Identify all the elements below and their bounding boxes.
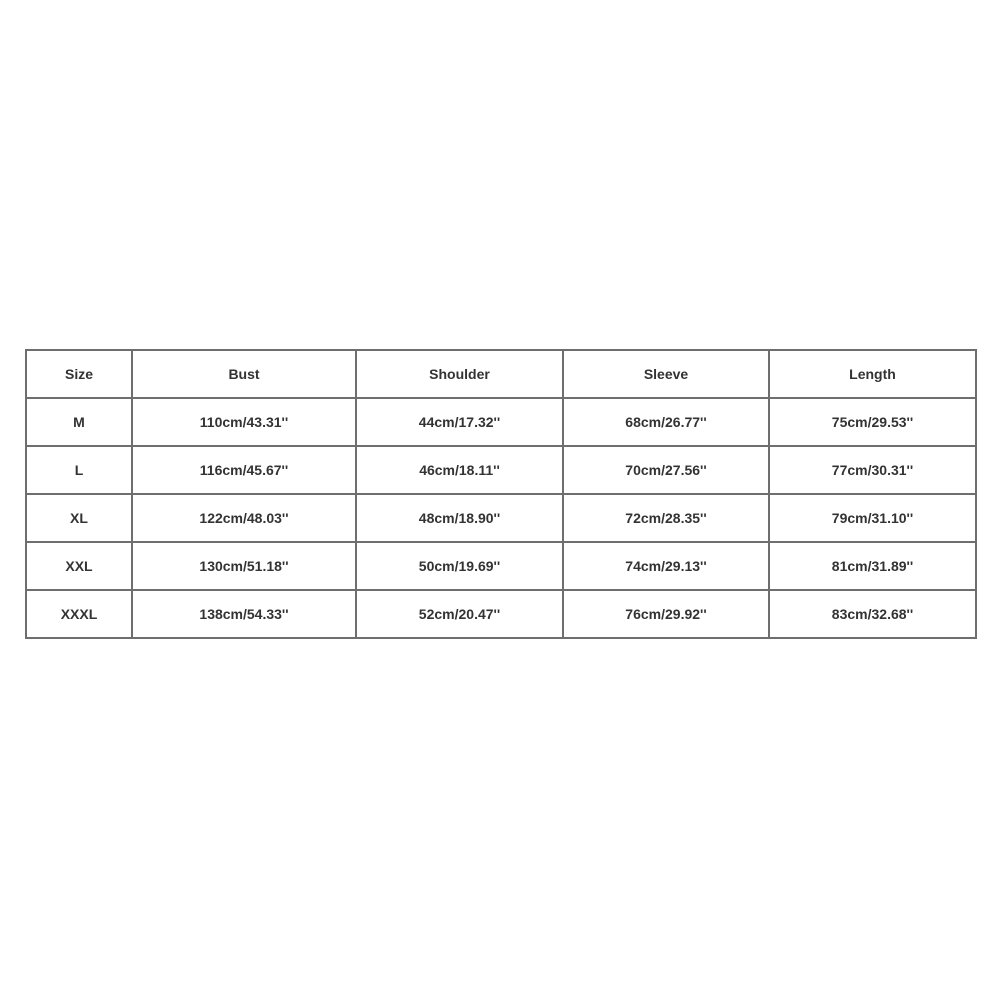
cell-sleeve: 72cm/28.35'' xyxy=(563,494,769,542)
cell-length: 77cm/30.31'' xyxy=(769,446,976,494)
cell-shoulder: 48cm/18.90'' xyxy=(356,494,563,542)
header-size: Size xyxy=(26,350,132,398)
table-row xyxy=(26,398,976,446)
cell-shoulder: 44cm/17.32'' xyxy=(356,398,563,446)
cell-shoulder: 46cm/18.11'' xyxy=(356,446,563,494)
table-row xyxy=(26,542,976,590)
cell-sleeve: 70cm/27.56'' xyxy=(563,446,769,494)
cell-bust: 110cm/43.31'' xyxy=(132,398,356,446)
cell-bust: 122cm/48.03'' xyxy=(132,494,356,542)
header-length: Length xyxy=(769,350,976,398)
cell-size: M xyxy=(26,398,132,446)
header-shoulder: Shoulder xyxy=(356,350,563,398)
cell-bust: 116cm/45.67'' xyxy=(132,446,356,494)
cell-size: XL xyxy=(26,494,132,542)
cell-shoulder: 50cm/19.69'' xyxy=(356,542,563,590)
cell-length: 79cm/31.10'' xyxy=(769,494,976,542)
header-bust: Bust xyxy=(132,350,356,398)
cell-size: XXL xyxy=(26,542,132,590)
cell-bust: 138cm/54.33'' xyxy=(132,590,356,638)
cell-sleeve: 76cm/29.92'' xyxy=(563,590,769,638)
table-row xyxy=(26,590,976,638)
header-row xyxy=(26,350,976,398)
cell-bust: 130cm/51.18'' xyxy=(132,542,356,590)
cell-size: XXXL xyxy=(26,590,132,638)
cell-sleeve: 74cm/29.13'' xyxy=(563,542,769,590)
cell-sleeve: 68cm/26.77'' xyxy=(563,398,769,446)
table-row xyxy=(26,446,976,494)
table-row xyxy=(26,494,976,542)
header-sleeve: Sleeve xyxy=(563,350,769,398)
cell-shoulder: 52cm/20.47'' xyxy=(356,590,563,638)
cell-length: 75cm/29.53'' xyxy=(769,398,976,446)
size-chart-table xyxy=(25,349,977,639)
cell-size: L xyxy=(26,446,132,494)
cell-length: 81cm/31.89'' xyxy=(769,542,976,590)
cell-length: 83cm/32.68'' xyxy=(769,590,976,638)
